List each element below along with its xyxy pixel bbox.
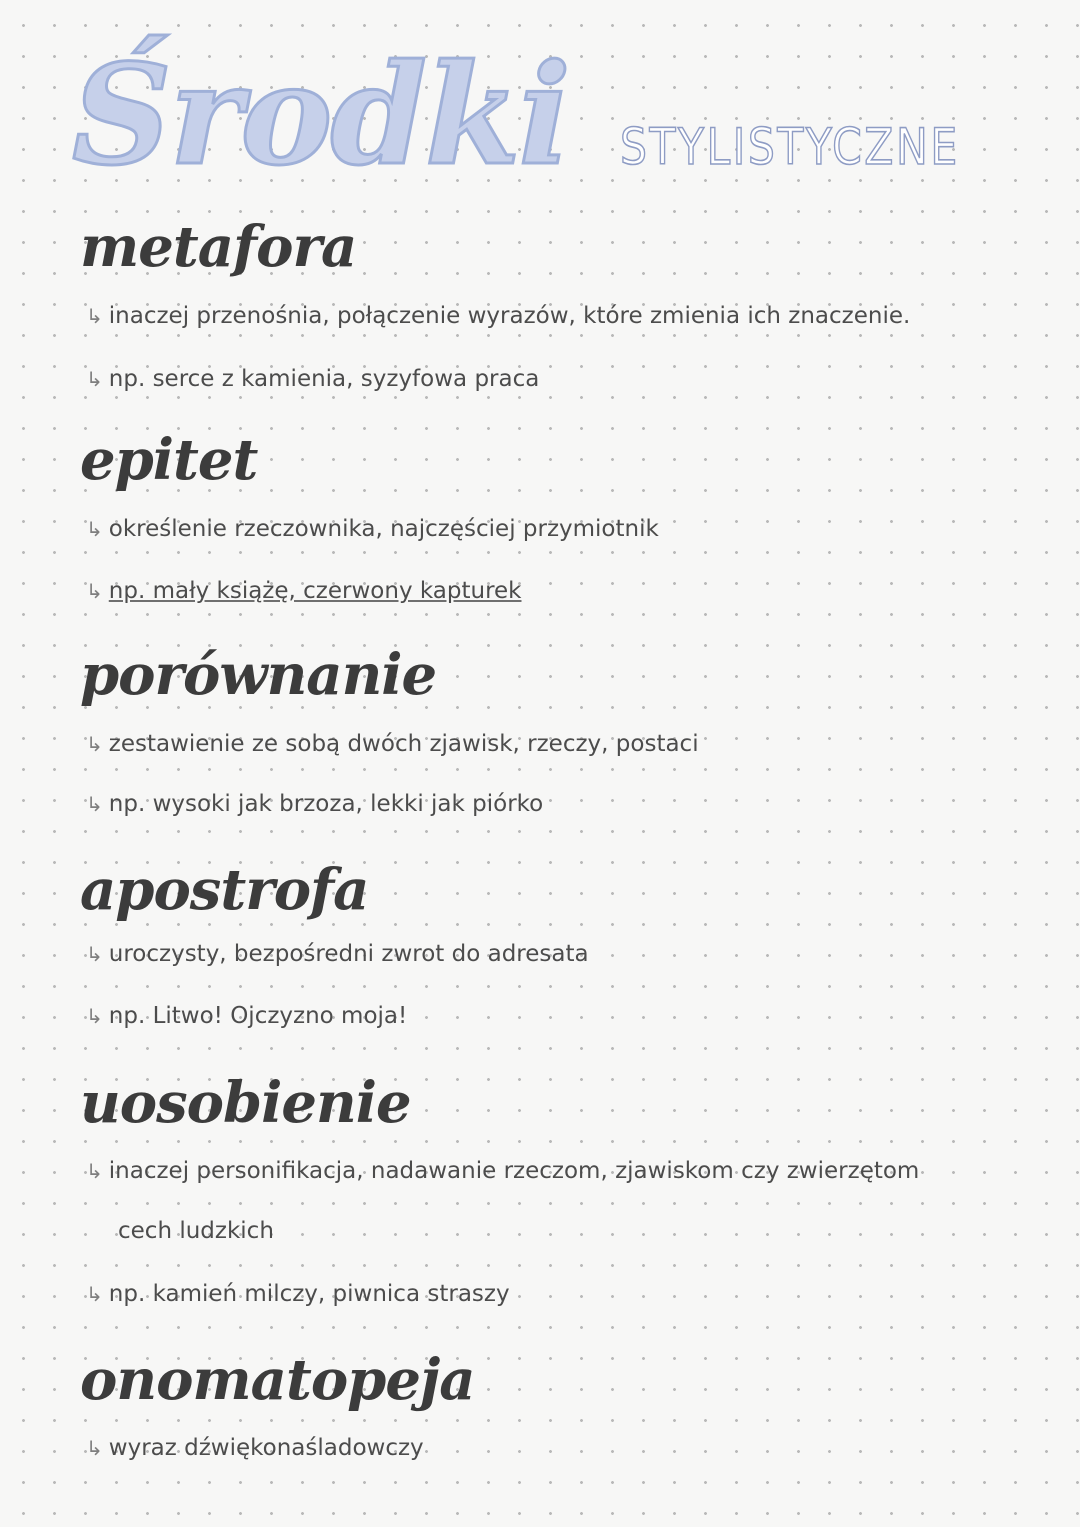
- example-line: ↳ np. Litwo! Ojczyzno moja!: [86, 1000, 407, 1032]
- title-sub: STYLISTYCZNE: [620, 118, 960, 176]
- definition-line: ↳ uroczysty, bezpośredni zwrot do adresata: [86, 938, 589, 970]
- definition-line: ↳ wyraz dźwiękonaśladowczy: [86, 1432, 424, 1464]
- example-line: ↳ np. wysoki jak brzoza, lekki jak piórko: [86, 788, 543, 820]
- arrow-icon: ↳: [86, 517, 103, 541]
- term-heading: porównanie: [80, 642, 437, 708]
- arrow-icon: ↳: [86, 1282, 103, 1306]
- definition-line: ↳ zestawienie ze sobą dwóch zjawisk, rzeczy, postaci: [86, 728, 699, 760]
- arrow-icon: ↳: [86, 304, 103, 328]
- arrow-icon: ↳: [86, 1004, 103, 1028]
- example-line: ↳ np. mały książę, czerwony kapturek: [86, 575, 522, 607]
- arrow-icon: ↳: [86, 1436, 103, 1460]
- term-heading: apostrofa: [80, 857, 369, 923]
- example-line: ↳ np. kamień milczy, piwnica straszy: [86, 1278, 510, 1310]
- example-line: ↳ np. serce z kamienia, syzyfowa praca: [86, 363, 539, 395]
- arrow-icon: ↳: [86, 579, 103, 603]
- arrow-icon: ↳: [86, 367, 103, 391]
- definition-line: ↳ inaczej przenośnia, połączenie wyrazów, które zmienia ich znaczenie.: [86, 300, 910, 332]
- term-heading: epitet: [80, 427, 258, 493]
- term-heading: metafora: [80, 214, 357, 280]
- definition-line: ↳ inaczej personifikacja, nadawanie rzeczom, zjawiskom czy zwierzętom: [86, 1155, 919, 1187]
- definition-line-continued: cech ludzkich: [118, 1218, 274, 1244]
- arrow-icon: ↳: [86, 1159, 103, 1183]
- title-main: Środki: [72, 33, 569, 196]
- definition-line: ↳ określenie rzeczownika, najczęściej przymiotnik: [86, 513, 659, 545]
- arrow-icon: ↳: [86, 732, 103, 756]
- page-title: [72, 30, 972, 210]
- term-heading: uosobienie: [80, 1070, 411, 1136]
- arrow-icon: ↳: [86, 942, 103, 966]
- term-heading: onomatopeja: [80, 1347, 475, 1413]
- arrow-icon: ↳: [86, 792, 103, 816]
